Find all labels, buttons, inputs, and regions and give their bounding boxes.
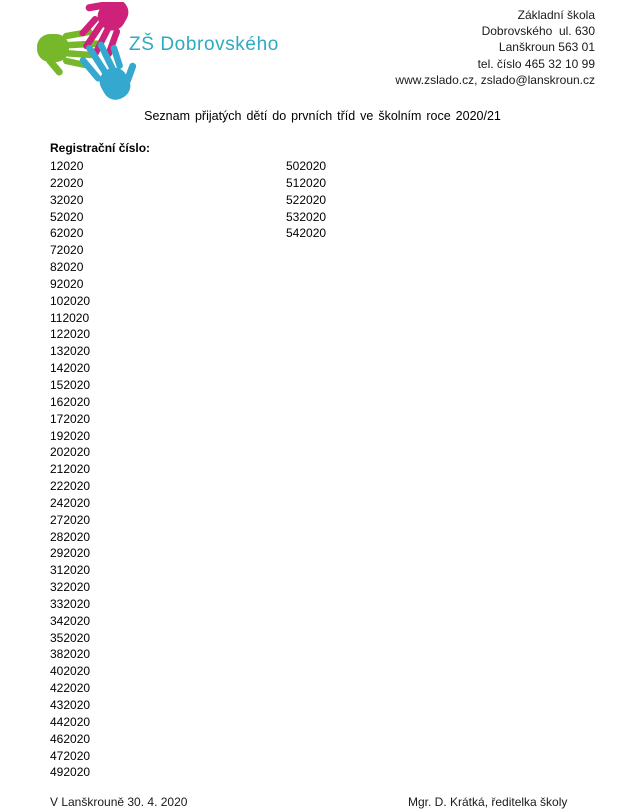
school-address-block <box>395 7 595 88</box>
school-logo-hands-icon <box>36 2 141 100</box>
registration-number: 532020 <box>286 209 327 224</box>
registration-number: 472020 <box>50 748 91 763</box>
registration-number: 282020 <box>50 529 91 544</box>
registration-number: 442020 <box>50 714 91 729</box>
registration-column-1 <box>50 158 90 781</box>
registration-number: 512020 <box>286 175 327 190</box>
address-line: Základní škola <box>517 8 595 22</box>
registration-number: 312020 <box>50 563 91 578</box>
address-line: tel. číslo 465 32 10 99 <box>477 56 595 71</box>
address-line: Dobrovského ul. 630 <box>481 24 595 39</box>
registration-number: 462020 <box>50 731 91 746</box>
registration-number: 32020 <box>50 192 84 207</box>
registration-number: 522020 <box>286 192 327 207</box>
registration-number: 382020 <box>50 647 91 662</box>
registration-number-label: Registrační číslo: <box>50 141 151 155</box>
registration-number: 122020 <box>50 327 91 342</box>
registration-number: 242020 <box>50 495 91 510</box>
registration-number: 152020 <box>50 377 91 392</box>
registration-number: 422020 <box>50 681 91 696</box>
registration-number: 102020 <box>50 293 91 308</box>
registration-number: 172020 <box>50 411 91 426</box>
logo-text: ZŠ Dobrovského <box>129 34 279 55</box>
registration-number: 162020 <box>50 394 91 409</box>
title-row <box>50 107 595 125</box>
registration-number: 342020 <box>50 613 91 628</box>
footer-place-date: V Lanškrouně 30. 4. 2020 <box>50 795 188 809</box>
registration-column-2 <box>286 158 326 242</box>
registration-number: 72020 <box>50 243 84 258</box>
address-line: Lanškroun 563 01 <box>498 40 595 55</box>
registration-number: 352020 <box>50 630 91 645</box>
registration-number: 212020 <box>50 462 91 477</box>
registration-number: 402020 <box>50 664 91 679</box>
registration-number: 432020 <box>50 698 91 712</box>
registration-number: 492020 <box>50 765 91 780</box>
registration-number: 82020 <box>50 260 84 275</box>
registration-number: 502020 <box>286 159 327 173</box>
address-line: www.zslado.cz, zslado@lanskroun.cz <box>395 72 595 87</box>
registration-number: 222020 <box>50 479 91 494</box>
registration-number: 192020 <box>50 428 91 443</box>
registration-number: 132020 <box>50 344 91 359</box>
document-title: Seznam přijatých dětí do prvních tříd ve školním roce 2020/21 <box>144 109 501 123</box>
registration-number: 12020 <box>50 159 84 173</box>
registration-number: 332020 <box>50 596 91 611</box>
registration-number: 142020 <box>50 361 91 376</box>
registration-number: 202020 <box>50 445 91 460</box>
registration-number: 52020 <box>50 209 84 224</box>
footer-signature: Mgr. D. Krátká, ředitelka školy <box>408 795 568 809</box>
registration-number: 292020 <box>50 546 91 561</box>
registration-number: 112020 <box>50 310 90 325</box>
registration-number: 92020 <box>50 276 84 291</box>
registration-number: 322020 <box>50 580 91 595</box>
registration-number: 542020 <box>286 226 327 241</box>
registration-number: 22020 <box>50 175 84 190</box>
registration-number: 62020 <box>50 226 84 241</box>
registration-number: 272020 <box>50 512 91 527</box>
